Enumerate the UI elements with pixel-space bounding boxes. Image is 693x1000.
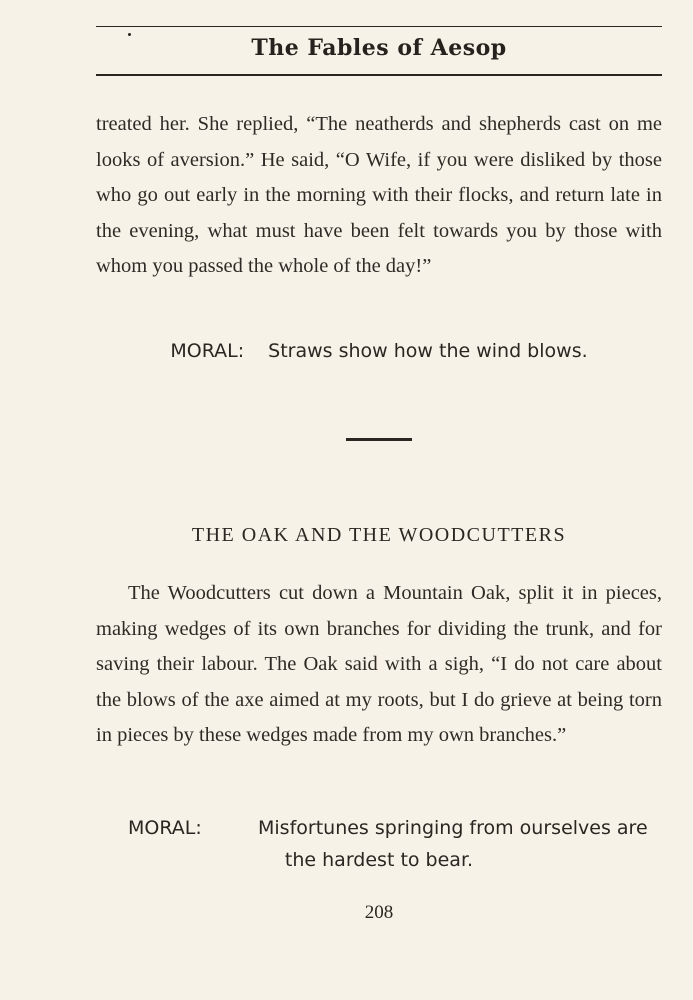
moral-text-line-1: Misfortunes springing from ourselves are <box>258 817 648 839</box>
moral-text: Straws show how the wind blows. <box>268 340 588 362</box>
moral-block <box>96 812 662 876</box>
moral-line <box>96 340 662 362</box>
section-divider <box>346 438 412 441</box>
moral-label: MORAL: <box>170 340 245 362</box>
fable-paragraph: The Woodcutters cut down a Mountain Oak, split it in pieces, making wedges of its own branches for dividing the trunk, and for saving their labour. The Oak said with a sigh, “I do not care about the blows of the axe aimed at my roots, but I do grieve at being torn in pieces by these wedges made from my own branches.” <box>96 582 662 746</box>
running-head: The Fables of Aesop <box>251 35 507 61</box>
header-top-rule <box>96 26 662 27</box>
fable-title: THE OAK AND THE WOODCUTTERS <box>191 524 567 546</box>
continuation-paragraph: treated her. She replied, “The neatherds and shepherds cast on me looks of aversion.” He said, “O Wife, if you were disliked by those who go out early in the morning with their flocks, and return late in the evening, what must have been felt towards you by those with whom you passed the whole of the day!” <box>96 113 662 277</box>
page-number: 208 <box>364 902 394 923</box>
moral-label: MORAL: <box>128 817 202 839</box>
header-bottom-rule <box>96 74 662 76</box>
moral-text-line-2: the hardest to bear. <box>284 849 474 871</box>
